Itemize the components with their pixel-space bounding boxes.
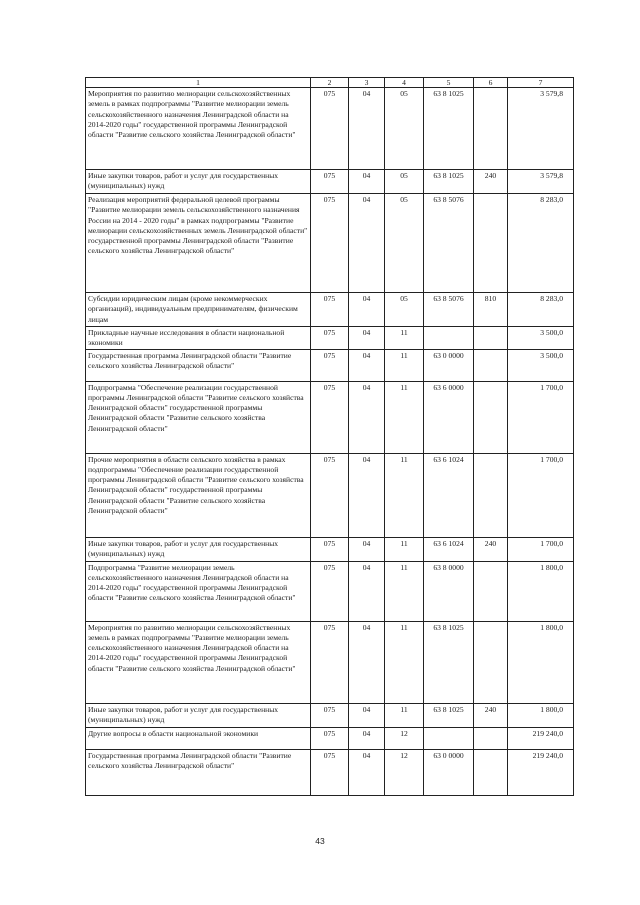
subsection-code: 12: [385, 749, 424, 795]
subsection-code: 11: [385, 537, 424, 561]
row-name: Мероприятия по развитию мелиорации сельскохозяйственных земель в рамках подпрограммы "Развитие мелиорации земель сельскохозяйственного назначения Ленинградской области на 2014-2020 годы" государственной программы Ленинградской области "Развитие сельского хозяйства Ленинградской области": [86, 88, 311, 170]
ministry-code: 075: [311, 170, 349, 194]
section-code: 04: [349, 88, 385, 170]
subsection-code: 05: [385, 293, 424, 327]
table-row: [86, 194, 574, 293]
ministry-code: 075: [311, 194, 349, 293]
column-number-2: 2: [311, 78, 349, 88]
expense-type-code: [474, 88, 508, 170]
subsection-code: 11: [385, 561, 424, 621]
amount: 1 800,0: [508, 561, 574, 621]
amount: 1 700,0: [508, 537, 574, 561]
column-number-3: 3: [349, 78, 385, 88]
target-article-code: 63 8 1025: [424, 621, 474, 703]
section-code: 04: [349, 381, 385, 453]
target-article-code: 63 8 5076: [424, 194, 474, 293]
row-name: Иные закупки товаров, работ и услуг для государственных (муниципальных) нужд: [86, 703, 311, 727]
section-code: 04: [349, 749, 385, 795]
table-row: [86, 381, 574, 453]
subsection-code: 05: [385, 88, 424, 170]
column-number-1: 1: [86, 78, 311, 88]
section-code: 04: [349, 561, 385, 621]
subsection-code: 11: [385, 327, 424, 350]
budget-table: [85, 77, 574, 796]
table-row: [86, 349, 574, 381]
table-row: [86, 537, 574, 561]
column-number-4: 4: [385, 78, 424, 88]
subsection-code: 05: [385, 170, 424, 194]
column-number-7: 7: [508, 78, 574, 88]
section-code: 04: [349, 727, 385, 749]
table-row: [86, 293, 574, 327]
row-name: Подпрограмма "Развитие мелиорации земель сельскохозяйственного назначения Ленинградской области на 2014-2020 годы" государственной программы Ленинградской области "Развитие сельского хозяйства Ленинградской области": [86, 561, 311, 621]
expense-type-code: [474, 349, 508, 381]
ministry-code: 075: [311, 561, 349, 621]
ministry-code: 075: [311, 88, 349, 170]
amount: 1 800,0: [508, 621, 574, 703]
amount: 3 579,8: [508, 88, 574, 170]
target-article-code: 63 8 1025: [424, 170, 474, 194]
target-article-code: 63 6 1024: [424, 537, 474, 561]
row-name: Субсидии юридическим лицам (кроме некоммерческих организаций), индивидуальным предпринимателям, физическим лицам: [86, 293, 311, 327]
table-row: [86, 703, 574, 727]
row-name: Государственная программа Ленинградской области "Развитие сельского хозяйства Ленинградской области": [86, 749, 311, 795]
target-article-code: 63 6 0000: [424, 381, 474, 453]
row-name: Иные закупки товаров, работ и услуг для государственных (муниципальных) нужд: [86, 537, 311, 561]
subsection-code: 11: [385, 703, 424, 727]
column-number-5: 5: [424, 78, 474, 88]
amount: 1 800,0: [508, 703, 574, 727]
expense-type-code: [474, 727, 508, 749]
amount: 8 283,0: [508, 194, 574, 293]
amount: 1 700,0: [508, 381, 574, 453]
ministry-code: 075: [311, 453, 349, 537]
table-row: [86, 727, 574, 749]
ministry-code: 075: [311, 727, 349, 749]
subsection-code: 11: [385, 349, 424, 381]
ministry-code: 075: [311, 749, 349, 795]
row-name: Прочие мероприятия в области сельского хозяйства в рамках подпрограммы "Обеспечение реализации государственной программы Ленинградской области "Развитие сельского хозяйства Ленинградской области" государственной программы Ленинградской области "Развитие сельского хозяйства Ленинградской области": [86, 453, 311, 537]
expense-type-code: [474, 561, 508, 621]
subsection-code: 11: [385, 381, 424, 453]
table-row: [86, 88, 574, 170]
target-article-code: [424, 327, 474, 350]
ministry-code: 075: [311, 327, 349, 350]
target-article-code: 63 0 0000: [424, 749, 474, 795]
amount: 3 500,0: [508, 349, 574, 381]
target-article-code: 63 8 5076: [424, 293, 474, 327]
section-code: 04: [349, 194, 385, 293]
section-code: 04: [349, 453, 385, 537]
amount: 219 240,0: [508, 727, 574, 749]
ministry-code: 075: [311, 381, 349, 453]
subsection-code: 11: [385, 453, 424, 537]
amount: 219 240,0: [508, 749, 574, 795]
section-code: 04: [349, 349, 385, 381]
table-row: [86, 621, 574, 703]
amount: 3 579,8: [508, 170, 574, 194]
target-article-code: 63 6 1024: [424, 453, 474, 537]
table-row: [86, 453, 574, 537]
expense-type-code: 240: [474, 170, 508, 194]
row-name: Реализация мероприятий федеральной целевой программы "Развитие мелиорации земель сельскохозяйственного назначения России на 2014 - 2020 годы" в рамках подпрограммы "Развитие мелиорации сельскохозяйственных земель Ленинградской области" государственной программы Ленинградской области "Развитие сельского хозяйства Ленинградской области": [86, 194, 311, 293]
subsection-code: 11: [385, 621, 424, 703]
section-code: 04: [349, 537, 385, 561]
row-name: Мероприятия по развитию мелиорации сельскохозяйственных земель в рамках подпрограммы "Развитие мелиорации земель сельскохозяйственного назначения Ленинградской области на 2014-2020 годы" государственной программы Ленинградской области "Развитие сельского хозяйства Ленинградской области": [86, 621, 311, 703]
target-article-code: 63 8 1025: [424, 88, 474, 170]
expense-type-code: [474, 749, 508, 795]
expense-type-code: 810: [474, 293, 508, 327]
table-row: [86, 561, 574, 621]
target-article-code: 63 8 1025: [424, 703, 474, 727]
table-row: [86, 170, 574, 194]
amount: 3 500,0: [508, 327, 574, 350]
subsection-code: 12: [385, 727, 424, 749]
ministry-code: 075: [311, 293, 349, 327]
page-number: 43: [315, 836, 325, 846]
subsection-code: 05: [385, 194, 424, 293]
column-number-6: 6: [474, 78, 508, 88]
row-name: Прикладные научные исследования в области национальной экономики: [86, 327, 311, 350]
section-code: 04: [349, 293, 385, 327]
expense-type-code: [474, 194, 508, 293]
row-name: Иные закупки товаров, работ и услуг для государственных (муниципальных) нужд: [86, 170, 311, 194]
expense-type-code: 240: [474, 537, 508, 561]
section-code: 04: [349, 170, 385, 194]
ministry-code: 075: [311, 621, 349, 703]
target-article-code: 63 0 0000: [424, 349, 474, 381]
section-code: 04: [349, 621, 385, 703]
table-header-row: [86, 78, 574, 88]
row-name: Государственная программа Ленинградской области "Развитие сельского хозяйства Ленинградской области": [86, 349, 311, 381]
expense-type-code: [474, 453, 508, 537]
ministry-code: 075: [311, 349, 349, 381]
target-article-code: 63 8 0000: [424, 561, 474, 621]
table-row: [86, 749, 574, 795]
table-row: [86, 327, 574, 350]
expense-type-code: [474, 327, 508, 350]
ministry-code: 075: [311, 703, 349, 727]
expense-type-code: [474, 621, 508, 703]
expense-type-code: [474, 381, 508, 453]
target-article-code: [424, 727, 474, 749]
section-code: 04: [349, 327, 385, 350]
amount: 1 700,0: [508, 453, 574, 537]
ministry-code: 075: [311, 537, 349, 561]
row-name: Подпрограмма "Обеспечение реализации государственной программы Ленинградской области "Развитие сельского хозяйства Ленинградской области" государственной программы Ленинградской области "Развитие сельского хозяйства Ленинградской области": [86, 381, 311, 453]
expense-type-code: 240: [474, 703, 508, 727]
amount: 8 283,0: [508, 293, 574, 327]
section-code: 04: [349, 703, 385, 727]
row-name: Другие вопросы в области национальной экономики: [86, 727, 311, 749]
